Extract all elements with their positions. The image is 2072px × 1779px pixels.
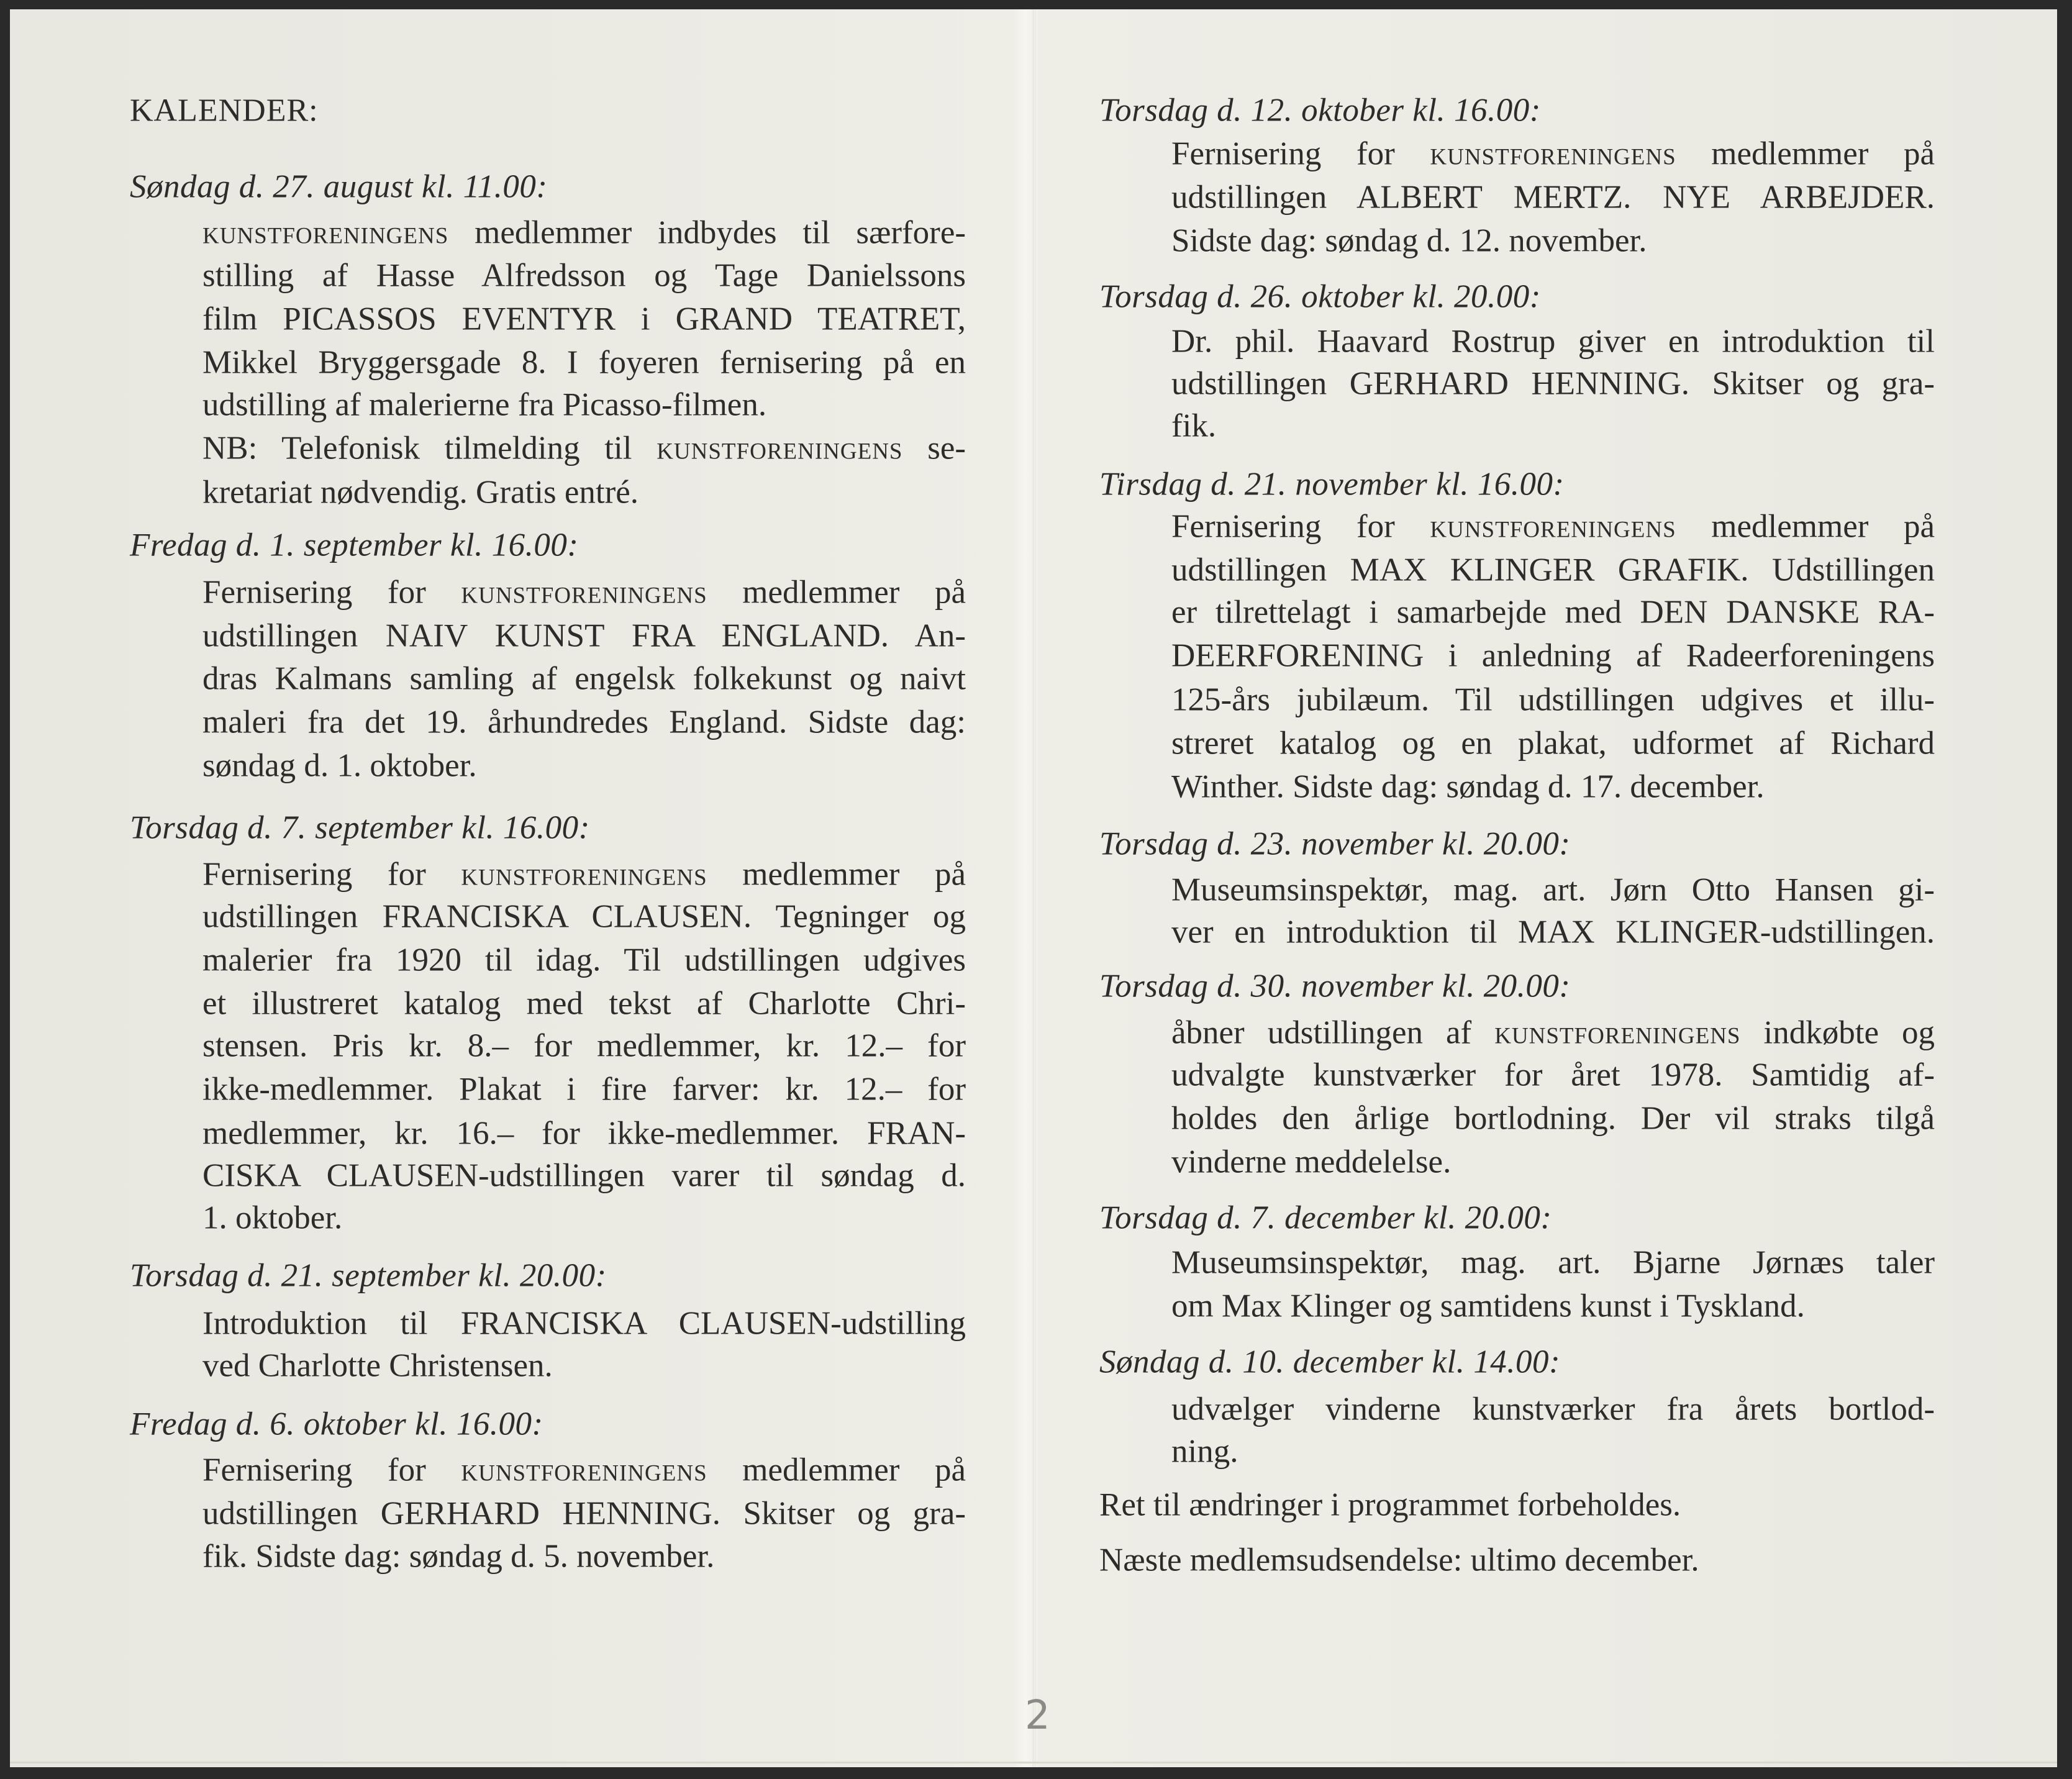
event-text-line xyxy=(202,617,966,654)
line-text: udstilling af malerierne fra Picasso-filmen. xyxy=(202,386,767,423)
line-text: åbner udstillingen af xyxy=(1171,1014,1495,1051)
line-text: Fernisering for xyxy=(202,856,461,893)
organization-name: kunstforeningens xyxy=(461,856,707,893)
event-text-line xyxy=(202,386,966,423)
event-text-line xyxy=(1171,554,1935,587)
event-heading: Søndag d. 27. august kl. 11.00: xyxy=(130,168,548,205)
event-text-line xyxy=(1171,768,1935,805)
line-text: Fernisering for xyxy=(1171,508,1430,545)
line-text: medlemmer på xyxy=(1676,508,1935,545)
event-text-line xyxy=(202,214,966,251)
organization-name: kunstforeningens xyxy=(461,574,707,611)
organization-name: kunstforeningens xyxy=(461,1452,707,1488)
footer-note: Ret til ændringer i programmet forbeholdes. xyxy=(1099,1486,1681,1523)
line-text: ning. xyxy=(1171,1433,1238,1470)
line-text: stilling af Hasse Alfredsson og Tage Danielssons xyxy=(202,257,966,294)
line-text: malerier fra 1920 til idag. Til udstillingen udgives xyxy=(202,942,966,978)
event-text-line xyxy=(1171,181,1935,214)
event-heading: Torsdag d. 12. oktober kl. 16.00: xyxy=(1099,92,1541,129)
event-heading: Fredag d. 1. september kl. 16.00: xyxy=(130,527,579,563)
line-text: film PICASSOS EVENTYR i GRAND TEATRET, xyxy=(202,301,966,337)
event-text-line xyxy=(1171,727,1935,760)
event-text-line xyxy=(202,1454,966,1487)
line-text: ved Charlotte Christensen. xyxy=(202,1347,553,1384)
event-heading: Torsdag d. 7. december kl. 20.00: xyxy=(1099,1199,1552,1236)
line-text: Dr. phil. Haavard Rostrup giver en introduktion til xyxy=(1171,323,1935,360)
line-text: udstillingen MAX KLINGER GRAFIK. Udstillingen xyxy=(1171,552,1935,588)
center-fold xyxy=(1033,9,1035,1767)
line-text: medlemmer på xyxy=(707,1452,966,1488)
organization-name: kunstforeningens xyxy=(202,214,449,251)
event-text-line xyxy=(1171,1435,1935,1468)
event-text-line xyxy=(202,257,966,294)
event-text-line xyxy=(202,1073,966,1106)
line-text: Fernisering for xyxy=(202,1452,461,1488)
event-text-line xyxy=(1171,1100,1935,1137)
event-heading: Fredag d. 6. oktober kl. 16.00: xyxy=(130,1406,543,1442)
line-text: udstillingen NAIV KUNST FRA ENGLAND. An- xyxy=(202,617,966,654)
event-heading: Tirsdag d. 21. november kl. 16.00: xyxy=(1099,466,1565,503)
event-heading: Torsdag d. 21. september kl. 20.00: xyxy=(130,1257,607,1294)
line-text: 125-års jubilæum. Til udstillingen udgives et illu- xyxy=(1171,681,1935,718)
line-text: søndag d. 1. oktober. xyxy=(202,747,477,784)
line-text: medlemmer indbydes til særfore- xyxy=(448,214,966,251)
event-text-line xyxy=(202,1199,966,1236)
event-text-line xyxy=(202,747,966,784)
event-text-line xyxy=(1171,222,1935,259)
event-text-line xyxy=(202,1117,966,1150)
event-text-line xyxy=(202,1305,966,1342)
event-text-line xyxy=(1171,1290,1935,1323)
event-text-line xyxy=(202,1157,966,1194)
line-text: CISKA CLAUSEN-udstillingen varer til søndag d. xyxy=(202,1157,966,1194)
event-text-line xyxy=(202,476,966,509)
paper-bottom-edge xyxy=(10,1762,2057,1763)
line-text: dras Kalmans samling af engelsk folkekunst og naivt xyxy=(202,660,966,697)
event-text-line xyxy=(202,432,966,465)
event-text-line xyxy=(202,1495,966,1532)
event-text-line xyxy=(1171,1146,1935,1179)
event-text-line xyxy=(202,858,966,891)
event-text-line xyxy=(1171,1059,1935,1092)
line-text: kretariat nødvendig. Gratis entré. xyxy=(202,474,638,511)
event-text-line xyxy=(202,660,966,697)
line-text: Fernisering for xyxy=(1171,135,1430,172)
event-text-line xyxy=(202,1540,966,1573)
line-text: om Max Klinger og samtidens kunst i Tyskland. xyxy=(1171,1288,1805,1324)
line-text: udvalgte kunstværker for året 1978. Samtidig af- xyxy=(1171,1057,1935,1093)
event-text-line xyxy=(1171,135,1935,172)
event-text-line xyxy=(1171,916,1935,949)
line-text: medlemmer på xyxy=(707,574,966,611)
line-text: DEERFORENING i anledning af Radeerforeningens xyxy=(1171,637,1935,674)
event-heading: Torsdag d. 23. november kl. 20.00: xyxy=(1099,826,1571,862)
line-text: maleri fra det 19. århundredes England. Sidste dag: xyxy=(202,704,966,740)
event-text-line xyxy=(202,344,966,381)
organization-name: kunstforeningens xyxy=(657,430,903,466)
line-text: medlemmer, kr. 16.– for ikke-medlemmer. FRAN- xyxy=(202,1115,966,1152)
event-text-line xyxy=(1171,1244,1935,1281)
line-text: udstillingen FRANCISKA CLAUSEN. Tegninger og xyxy=(202,898,966,935)
event-text-line xyxy=(202,706,966,739)
page-number: 2 xyxy=(1025,1693,1050,1739)
line-text: indkøbte og xyxy=(1740,1014,1935,1051)
calendar-title: KALENDER: xyxy=(130,93,319,129)
line-text: udstillingen GERHARD HENNING. Skitser og gra- xyxy=(202,1495,966,1532)
line-text: er tilrettelagt i samarbejde med DEN DANSKE RA- xyxy=(1171,594,1935,630)
line-text: se- xyxy=(902,430,966,466)
line-text: et illustreret katalog med tekst af Charlotte Chri- xyxy=(202,985,966,1022)
event-text-line xyxy=(202,303,966,336)
event-heading: Søndag d. 10. december kl. 14.00: xyxy=(1099,1344,1561,1380)
event-heading: Torsdag d. 7. september kl. 16.00: xyxy=(130,809,590,846)
event-text-line xyxy=(202,898,966,935)
line-text: NB: Telefonisk tilmelding til xyxy=(202,430,657,466)
line-text: 1. oktober. xyxy=(202,1199,343,1236)
event-text-line xyxy=(1171,325,1935,358)
event-text-line xyxy=(1171,407,1935,444)
line-text: fik. Sidste dag: søndag d. 5. november. xyxy=(202,1538,715,1575)
line-text: udstillingen ALBERT MERTZ. NYE ARBEJDER. xyxy=(1171,179,1935,216)
line-text: fik. xyxy=(1171,407,1217,444)
line-text: ver en introduktion til MAX KLINGER-udstillingen. xyxy=(1171,914,1935,950)
event-text-line xyxy=(202,576,966,609)
footer-note: Næste medlemsudsendelse: ultimo december. xyxy=(1099,1542,1699,1578)
line-text: udvælger vinderne kunstværker fra årets bortlod- xyxy=(1171,1391,1935,1427)
event-heading: Torsdag d. 26. oktober kl. 20.00: xyxy=(1099,278,1541,315)
line-text: medlemmer på xyxy=(707,856,966,893)
event-text-line xyxy=(202,1027,966,1064)
organization-name: kunstforeningens xyxy=(1494,1014,1741,1051)
line-text: vinderne meddelelse. xyxy=(1171,1144,1452,1180)
line-text: medlemmer på xyxy=(1676,135,1935,172)
line-text: Mikkel Bryggersgade 8. I foyeren fernisering på en xyxy=(202,344,966,381)
event-text-line xyxy=(1171,681,1935,718)
event-text-line xyxy=(202,944,966,977)
line-text: Introduktion til FRANCISKA CLAUSEN-udstilling xyxy=(202,1305,966,1342)
line-text: ikke-medlemmer. Plakat i fire farver: kr. 12.– for xyxy=(202,1071,966,1108)
event-text-line xyxy=(202,1347,966,1384)
line-text: Museumsinspektør, mag. art. Jørn Otto Hansen gi- xyxy=(1171,871,1935,908)
event-text-line xyxy=(1171,637,1935,674)
line-text: udstillingen GERHARD HENNING. Skitser og gra- xyxy=(1171,365,1935,402)
line-text: Winther. Sidste dag: søndag d. 17. december. xyxy=(1171,768,1765,805)
line-text: holdes den årlige bortlodning. Der vil straks tilgå xyxy=(1171,1100,1935,1137)
event-text-line xyxy=(1171,596,1935,629)
event-text-line xyxy=(1171,1393,1935,1426)
event-text-line xyxy=(1171,871,1935,908)
event-text-line xyxy=(1171,508,1935,545)
event-text-line xyxy=(1171,1014,1935,1051)
organization-name: kunstforeningens xyxy=(1430,508,1676,545)
event-text-line xyxy=(202,985,966,1022)
organization-name: kunstforeningens xyxy=(1430,135,1676,172)
line-text: stensen. Pris kr. 8.– for medlemmer, kr. 12.– for xyxy=(202,1027,966,1064)
line-text: Fernisering for xyxy=(202,574,461,611)
line-text: Museumsinspektør, mag. art. Bjarne Jørnæs taler xyxy=(1171,1244,1935,1281)
event-text-line xyxy=(1171,365,1935,402)
line-text: streret katalog og en plakat, udformet af Richard xyxy=(1171,725,1935,762)
event-heading: Torsdag d. 30. november kl. 20.00: xyxy=(1099,968,1571,1004)
line-text: Sidste dag: søndag d. 12. november. xyxy=(1171,222,1647,259)
